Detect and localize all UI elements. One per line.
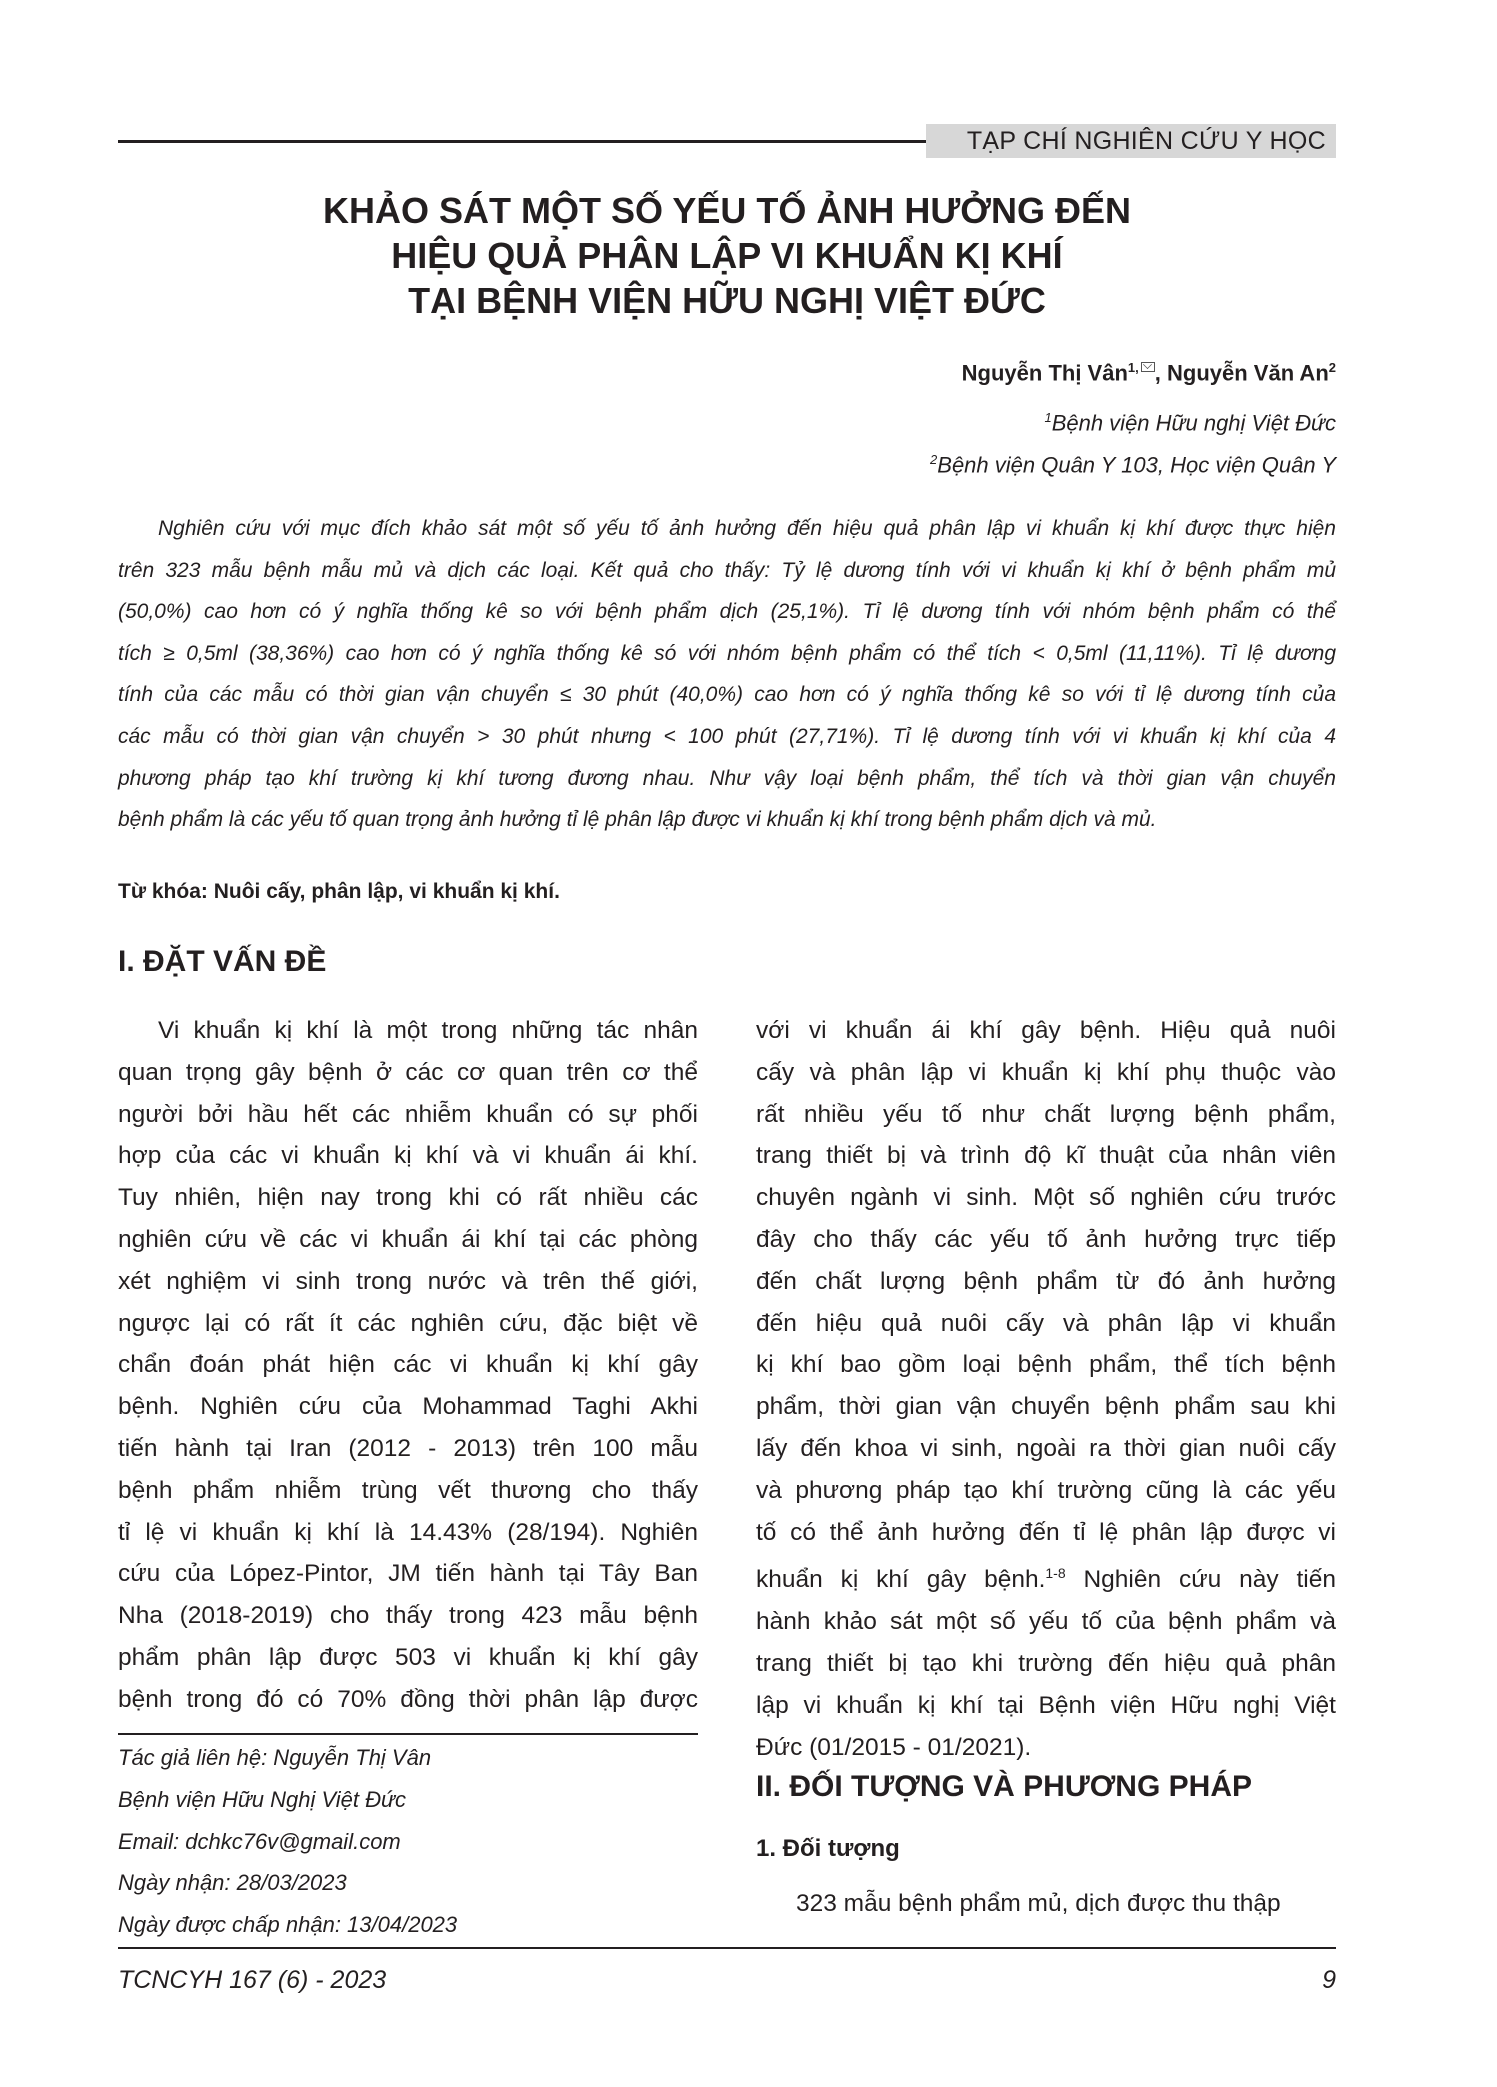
body-line: đây cho thấy các yếu tố ảnh hưởng trực tiếp	[756, 1225, 1336, 1253]
abstract-line: Nghiên cứu với mục đích khảo sát một số yếu tố ảnh hưởng đến hiệu quả phân lập vi khuẩn kị khí được thực hiện	[158, 517, 1336, 540]
ref-text-after: Nghiên cứu này tiến	[1065, 1566, 1336, 1594]
abstract-line: bệnh phẩm là các yếu tố quan trọng ảnh hưởng tỉ lệ phân lập được vi khuẩn kị khí trong bệnh phẩm dịch và mủ.	[118, 808, 1157, 832]
note-received: Ngày nhận: 28/03/2023	[118, 1870, 347, 1896]
body-line: lập vi khuẩn kị khí tại Bệnh viện Hữu nghị Việt	[756, 1691, 1336, 1719]
body-line: hành khảo sát một số yếu tố của bệnh phẩm và	[756, 1608, 1336, 1636]
keywords: Từ khóa: Nuôi cấy, phân lập, vi khuẩn kị khí.	[118, 880, 560, 903]
body-line: quan trọng gây bệnh ở các cơ quan trên cơ thể	[118, 1058, 698, 1086]
affiliation-2-sup: 2	[930, 452, 938, 467]
affiliation-1	[1044, 410, 1336, 436]
affiliation-1-sup: 1	[1044, 410, 1052, 425]
body-line: xét nghiệm vi sinh trong nước và trên thế giới,	[118, 1267, 698, 1295]
abstract-line: các mẫu có thời gian vận chuyển > 30 phút nhưng < 100 phút (27,71%). Tỉ lệ dương tính với vi khuẩn kị khí của 4	[118, 724, 1336, 748]
body-line: phẩm, thời gian vận chuyển bệnh phẩm sau khi	[756, 1393, 1336, 1421]
authors	[962, 360, 1336, 386]
body-line: chuyên ngành vi sinh. Một số nghiên cứu trước	[756, 1184, 1336, 1212]
note-accepted: Ngày được chấp nhận: 13/04/2023	[118, 1912, 458, 1938]
body-line: tố có thể ảnh hưởng đến tỉ lệ phân lập được vi	[756, 1518, 1336, 1546]
body-line: ngược lại có rất ít các nghiên cứu, đặc biệt về	[118, 1309, 698, 1337]
abstract-line: tích ≥ 0,5ml (38,36%) cao hơn có ý nghĩa thống kê só với nhóm bệnh phẩm có thể tích < 0,5ml (11,11%). Tỉ lệ dương	[118, 641, 1336, 665]
author-separator: ,	[1154, 360, 1167, 386]
title-line-1: KHẢO SÁT MỘT SỐ YẾU TỐ ẢNH HƯỞNG ĐẾN	[323, 190, 1131, 231]
body-line: tiến hành tại Iran (2012 - 2013) trên 100 mẫu	[118, 1434, 698, 1462]
reference-sup: 1-8	[1045, 1565, 1066, 1582]
footnote-rule	[118, 1733, 698, 1735]
note-email: Email: dchkc76v@gmail.com	[118, 1828, 401, 1854]
author-1-sup: 1,	[1127, 360, 1139, 375]
affiliation-1-text: Bệnh viện Hữu nghị Việt Đức	[1051, 410, 1336, 436]
note-affiliation: Bệnh viện Hữu Nghị Việt Đức	[118, 1786, 406, 1812]
note-author: Tác giả liên hệ: Nguyễn Thị Vân	[118, 1745, 432, 1770]
body-line: chẩn đoán phát hiện các vi khuẩn kị khí gây	[118, 1351, 698, 1379]
body-line: người bởi hầu hết các nhiễm khuẩn có sự phối	[118, 1100, 698, 1128]
correspondence-notes	[118, 1737, 457, 1946]
section-2-heading: II. ĐỐI TƯỢNG VÀ PHƯƠNG PHÁP	[756, 1770, 1252, 1803]
body-line: rất nhiều yếu tố như chất lượng bệnh phẩm,	[756, 1100, 1336, 1128]
body-line: Đức (01/2015 - 01/2021).	[756, 1733, 1032, 1761]
section-1-heading: I. ĐẶT VẤN ĐỀ	[118, 945, 327, 978]
abstract-line: tính của các mẫu có thời gian vận chuyển ≤ 30 phút (40,0%) cao hơn có ý nghĩa thống kê so với tỉ lệ dương tính của	[118, 683, 1336, 707]
body-line: trang thiết bị và trình độ kĩ thuật của nhân viên	[756, 1142, 1336, 1170]
author-2: Nguyễn Văn An	[1167, 360, 1329, 386]
abstract-line: phương pháp tạo khí trường kị khí tương đương nhau. Như vậy loại bệnh phẩm, thể tích và thời gian vận chuyển	[118, 766, 1336, 790]
body-line: Nha (2018-2019) cho thấy trong 423 mẫu bệnh	[118, 1602, 698, 1630]
body-line: nghiên cứu về các vi khuẩn ái khí tại các phòng	[118, 1225, 698, 1253]
article-title	[118, 188, 1336, 323]
title-line-3: TẠI BỆNH VIỆN HỮU NGHỊ VIỆT ĐỨC	[408, 280, 1046, 321]
abstract-line: (50,0%) cao hơn có ý nghĩa thống kê so với bệnh phẩm dịch (25,1%). Tỉ lệ dương tính với nhóm bệnh phẩm có thể	[118, 600, 1336, 624]
affiliation-2	[930, 452, 1336, 478]
body-line: Tuy nhiên, hiện nay trong khi có rất nhiều các	[118, 1184, 698, 1212]
subsection-heading: 1. Đối tượng	[756, 1835, 900, 1862]
body-line: kị khí bao gồm loại bệnh phẩm, thể tích bệnh	[756, 1351, 1336, 1379]
body-line: bệnh trong đó có 70% đồng thời phân lập được	[118, 1685, 698, 1713]
body-line-with-reference	[756, 1553, 1336, 1601]
footer-citation: TCNCYH 167 (6) - 2023	[118, 1966, 387, 1994]
abstract-line: trên 323 mẫu bệnh mẫu mủ và dịch các loại. Kết quả cho thấy: Tỷ lệ dương tính với vi khuẩn kị khí ở bệnh phẩm mủ	[118, 558, 1336, 582]
body-line: đến chất lượng bệnh phẩm từ đó ảnh hưởng	[756, 1267, 1336, 1295]
header-rule	[118, 140, 938, 143]
abstract	[118, 508, 1336, 841]
body-line: cứu của López-Pintor, JM tiến hành tại Tây Ban	[118, 1560, 698, 1588]
body-line: bệnh phẩm nhiễm trùng vết thương cho thấy	[118, 1476, 698, 1504]
page-number: 9	[1322, 1966, 1336, 1994]
title-line-2: HIỆU QUẢ PHÂN LẬP VI KHUẨN KỊ KHÍ	[391, 235, 1063, 276]
body-line: lấy đến khoa vi sinh, ngoài ra thời gian nuôi cấy	[756, 1434, 1336, 1462]
footer-rule	[118, 1947, 1336, 1949]
body-line: phẩm phân lập được 503 vi khuẩn kị khí gây	[118, 1643, 698, 1671]
body-line: hợp của các vi khuẩn kị khí và vi khuẩn ái khí.	[118, 1142, 698, 1170]
body-line: với vi khuẩn ái khí gây bệnh. Hiệu quả nuôi	[756, 1017, 1336, 1044]
body-line: bệnh. Nghiên cứu của Mohammad Taghi Akhi	[118, 1393, 698, 1421]
left-column	[118, 1010, 698, 1721]
journal-name: TẠP CHÍ NGHIÊN CỨU Y HỌC	[926, 124, 1336, 158]
body-line: tỉ lệ vi khuẩn kị khí là 14.43% (28/194). Nghiên	[118, 1518, 698, 1546]
body-line: đến hiệu quả nuôi cấy và phân lập vi khuẩn	[756, 1309, 1336, 1337]
author-2-sup: 2	[1328, 360, 1336, 375]
body-line: trang thiết bị tạo khi trường đến hiệu quả phân	[756, 1650, 1336, 1678]
body-line: cấy và phân lập vi khuẩn kị khí phụ thuộc vào	[756, 1058, 1336, 1086]
right-column	[756, 1010, 1336, 1769]
body-line: 323 mẫu bệnh phẩm mủ, dịch được thu thập	[796, 1890, 1281, 1917]
envelope-icon	[1141, 362, 1155, 372]
author-1: Nguyễn Thị Vân	[961, 360, 1128, 386]
section-2-body	[756, 1883, 1336, 1925]
body-line: và phương pháp tạo khí trường cũng là các yếu	[756, 1476, 1336, 1504]
body-line: Vi khuẩn kị khí là một trong những tác nhân	[158, 1017, 698, 1044]
affiliation-2-text: Bệnh viện Quân Y 103, Học viện Quân Y	[937, 452, 1336, 478]
ref-text-before: khuẩn kị khí gây bệnh.	[756, 1566, 1046, 1594]
